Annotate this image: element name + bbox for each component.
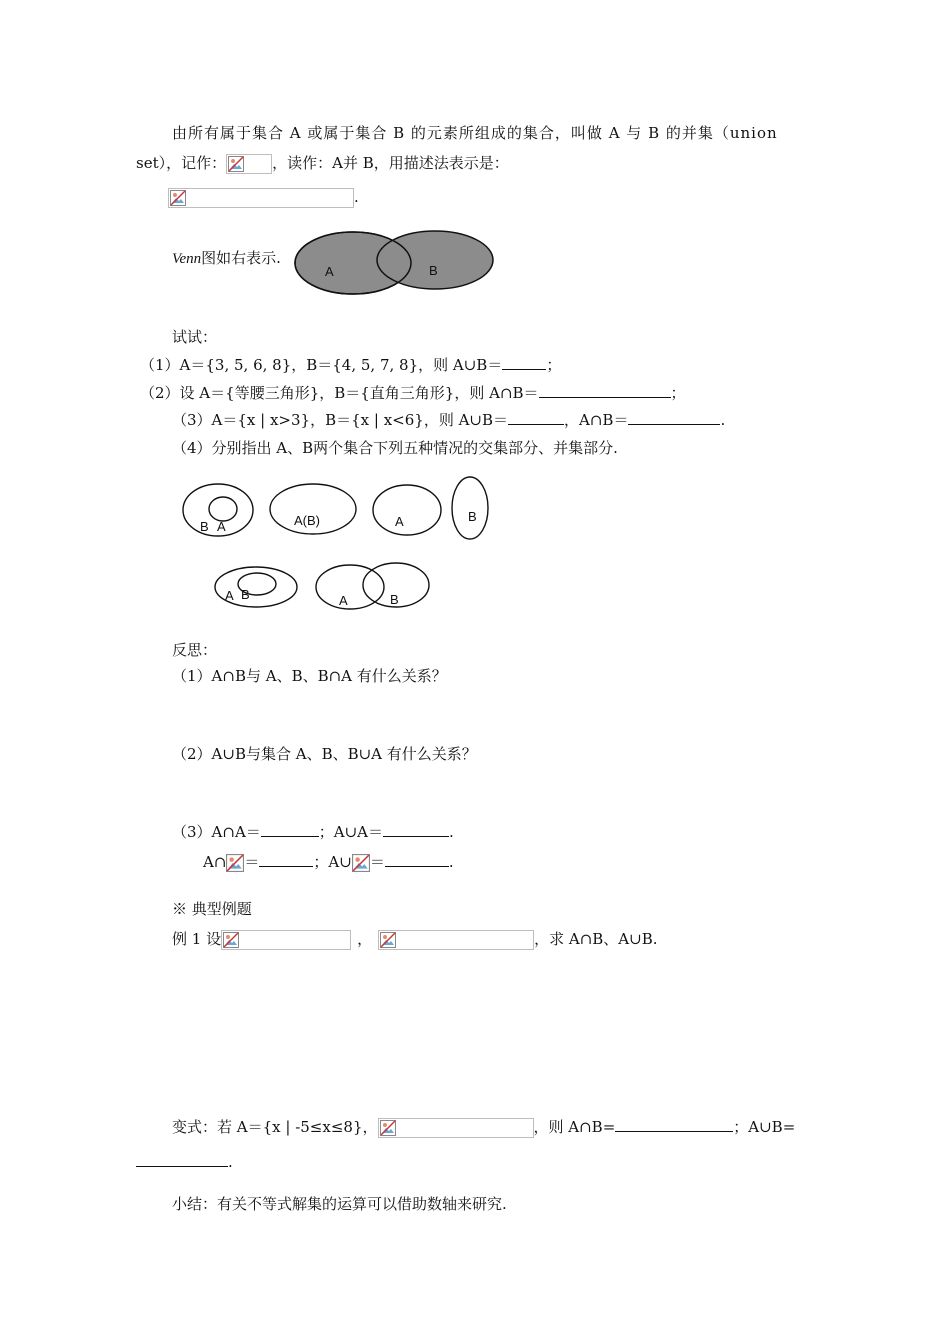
venn-set-b [377,231,493,289]
notation-image [226,154,272,174]
variant-end: . [228,1153,233,1171]
variant-set-b-image [378,1118,534,1138]
try-heading: 试试： [172,328,218,346]
broken-image-icon [380,1120,396,1136]
broken-image-icon [380,932,396,948]
diagram-5-label-a: A [339,593,348,608]
reflect-q4-text-c: ；A∪ [313,853,352,871]
try-q3-end: . [720,411,726,429]
variant-text-a: 变式：若 A＝{x | -5≤x≤8}， [172,1118,378,1136]
example-1 [172,929,658,950]
try-q2-end: ； [670,384,686,402]
example-1-question: ，求 A∩B、A∪B. [534,930,658,948]
summary: 小结：有关不等式解集的运算可以借助数轴来研究. [172,1195,507,1213]
diagram-b-inside-a [183,484,253,536]
example-heading: ※ 典型例题 [172,900,252,918]
diagram-3-label-b: B [468,509,477,524]
diagram-a-inside-b [215,567,297,607]
venn-label-a: A [325,264,334,279]
diagram-1-inner [209,497,237,521]
reflect-heading: 反思： [172,641,218,659]
empty-set-image-1 [226,854,244,872]
reflect-q3 [172,822,454,842]
reflect-q3-blank-1[interactable] [261,822,319,837]
try-q1-blank[interactable] [502,355,546,370]
venn-word: Venn [172,251,202,267]
venn-label-b: B [429,263,438,278]
example-1-prefix: 例 1 设 [172,930,222,948]
try-q1 [140,355,561,375]
try-q3-text-b: ，A∩B＝ [564,411,629,429]
union-definition-line2 [136,153,509,174]
description-period: . [354,188,359,206]
try-q2-text: （2）设 A＝{等腰三角形}，B＝{直角三角形}，则 A∩B＝ [140,384,539,402]
broken-image-icon [223,932,239,948]
try-q4: （4）分别指出 A、B两个集合下列五种情况的交集部分、并集部分. [172,439,618,457]
diagram-4-label-b: B [241,587,250,602]
diagram-overlap [316,563,429,609]
notation-prefix: set），记作： [136,154,227,172]
variant-text-b: ，则 A∩B= [533,1118,616,1136]
venn-caption-text: 图如右表示. [201,249,281,267]
example-1-set-a-image [221,930,351,950]
variant-blank-intersection[interactable] [615,1117,733,1132]
venn-union-diagram [292,229,498,299]
set-diagrams [176,472,496,612]
diagram-2-label: A(B) [294,513,320,528]
variant-line [172,1117,795,1138]
try-q3 [172,410,725,430]
reflect-q4-blank-2[interactable] [385,852,449,867]
venn-caption [172,248,281,269]
try-q3-blank-intersection[interactable] [628,410,720,425]
reflect-q4-text-d: ＝ [369,853,385,871]
diagram-3-set-b [452,477,488,539]
diagram-4-label-a: A [225,588,234,603]
try-q3-blank-union[interactable] [508,410,564,425]
reflect-q3-text-b: ；A∪A＝ [318,823,384,841]
reflect-q3-end: . [449,823,454,841]
diagram-disjoint [373,477,488,539]
try-q1-text: （1）A＝{3, 5, 6, 8}，B＝{4, 5, 7, 8}，则 A∪B＝ [140,356,503,374]
try-q2 [140,383,686,403]
reflect-q4-text-b: ＝ [244,853,260,871]
empty-set-image-2 [352,854,370,872]
diagram-3-set-a [373,485,441,535]
reflect-q2: （2）A∪B与集合 A、B、B∪A 有什么关系？ [172,745,477,763]
description-line [168,187,359,208]
reflect-q1: （1）A∩B与 A、B、B∩A 有什么关系？ [172,667,447,685]
try-q2-blank[interactable] [539,383,671,398]
broken-image-icon [170,190,186,206]
diagram-5-set-a [316,565,384,609]
try-q1-end: ； [546,356,562,374]
try-q3-text-a: （3）A＝{x | x>3}，B＝{x | x<6}，则 A∪B＝ [172,411,509,429]
variant-line-2 [136,1152,233,1172]
variant-blank-union[interactable] [136,1152,228,1167]
broken-image-icon [228,156,244,172]
variant-text-c: ；A∪B= [733,1118,796,1136]
reflect-q4-end: . [448,853,454,871]
diagram-3-label-a: A [395,514,404,529]
reading-prefix: ，读作： [272,154,333,172]
example-1-comma: ， [357,930,373,948]
reflect-q4-text-a: A∩ [203,853,227,871]
diagram-1-label-b: B [200,519,209,534]
example-1-set-b-image [378,930,534,950]
reflect-q3-blank-2[interactable] [383,822,449,837]
diagram-1-label-a: A [217,519,226,534]
reflect-q4 [203,852,454,872]
reading-text: A并 B，用描述法表示是： [332,154,509,172]
diagram-a-equals-b [270,484,356,534]
description-image [168,188,354,208]
reflect-q3-text-a: （3）A∩A＝ [172,823,261,841]
union-definition-line1: 由所有属于集合 A 或属于集合 B 的元素所组成的集合，叫做 A 与 B 的并集（union [172,124,778,142]
diagram-5-label-b: B [390,592,399,607]
reflect-q4-blank-1[interactable] [259,852,313,867]
